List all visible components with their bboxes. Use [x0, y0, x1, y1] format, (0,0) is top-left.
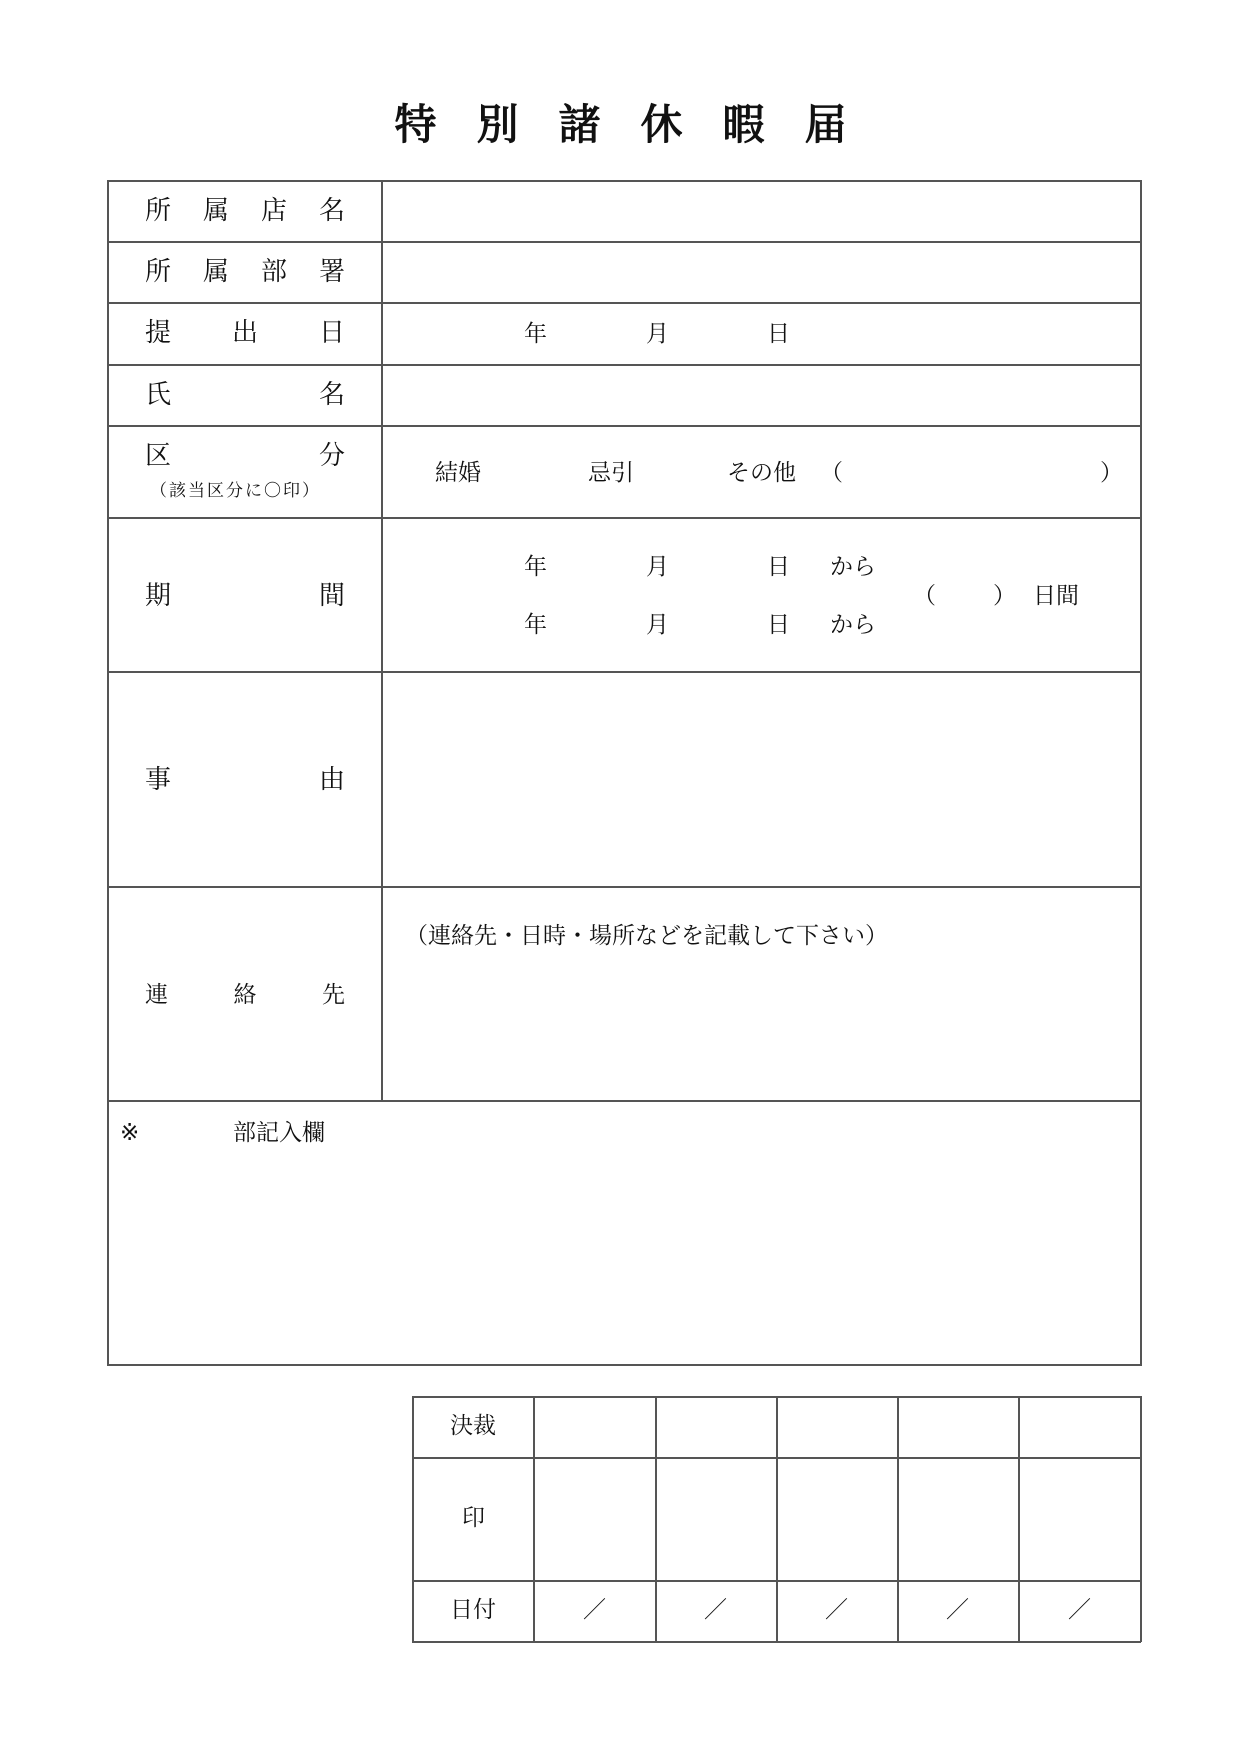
title-char: 暇 [722, 100, 765, 149]
submit-month-label: 月 [646, 321, 669, 347]
days-paren-close: ） [993, 583, 1016, 609]
label-char: 所 [145, 257, 172, 287]
reason-field[interactable] [383, 673, 1139, 885]
label-name [145, 382, 345, 408]
label-char: 署 [318, 257, 345, 287]
label-char: 提 [145, 318, 172, 348]
label-char: 名 [318, 380, 345, 410]
from-suffix: から [830, 554, 876, 580]
to-month-label: 月 [646, 612, 669, 638]
label-char: 店 [260, 196, 287, 226]
label-char: 期 [145, 581, 172, 611]
grid-line [533, 1396, 535, 1642]
approval-decision-label: 決裁 [450, 1413, 496, 1439]
label-char: 由 [318, 765, 345, 795]
grid-line [107, 302, 1142, 304]
days-unit: 日間 [1033, 583, 1079, 609]
to-day-label: 日 [767, 612, 790, 638]
label-char: 属 [202, 257, 229, 287]
grid-line [897, 1396, 899, 1642]
grid-line [1140, 180, 1142, 1365]
from-day-label: 日 [767, 554, 790, 580]
grid-line [776, 1396, 778, 1642]
grid-line [107, 1364, 1142, 1366]
label-char: 区 [145, 441, 172, 471]
grid-line [1018, 1396, 1020, 1642]
grid-line [381, 180, 383, 1101]
submit-day-label: 日 [767, 321, 790, 347]
grid-line [107, 886, 1142, 888]
dept-entry-label: 部記入欄 [233, 1120, 325, 1146]
label-reason [145, 767, 345, 793]
label-department [145, 259, 345, 285]
approval-date-slash[interactable]: ／ [1068, 1597, 1091, 1623]
label-char: 所 [145, 196, 172, 226]
category-bereavement[interactable]: 忌引 [588, 460, 634, 486]
other-paren-close: ） [1100, 460, 1123, 486]
contact-note: （連絡先・日時・場所などを記載して下さい） [405, 923, 888, 949]
label-char: 名 [318, 196, 345, 226]
grid-line [655, 1396, 657, 1642]
category-note: （該当区分に〇印） [150, 481, 321, 501]
category-marriage[interactable]: 結婚 [435, 460, 481, 486]
to-year-label: 年 [524, 612, 547, 638]
approval-seal-label: 印 [462, 1505, 485, 1531]
page-title [0, 92, 1241, 152]
title-char: 特 [394, 100, 437, 149]
contact-field[interactable] [383, 965, 1139, 1099]
approval-date-slash[interactable]: ／ [704, 1597, 727, 1623]
label-char: 氏 [145, 380, 172, 410]
title-char: 別 [476, 100, 519, 149]
label-char: 部 [260, 257, 287, 287]
label-category [145, 443, 345, 469]
approval-date-slash[interactable]: ／ [825, 1597, 848, 1623]
grid-line [107, 425, 1142, 427]
grid-line [107, 517, 1142, 519]
label-char: 出 [231, 318, 258, 348]
grid-line [107, 364, 1142, 366]
dept-entry-field[interactable] [109, 1155, 1139, 1363]
note-mark: ※ [120, 1120, 140, 1146]
label-char: 分 [318, 441, 345, 471]
label-char: 事 [145, 765, 172, 795]
title-char: 休 [640, 100, 683, 149]
label-char: 日 [318, 318, 345, 348]
title-char: 届 [804, 100, 847, 149]
label-period [145, 583, 345, 609]
approval-date-slash[interactable]: ／ [946, 1597, 969, 1623]
label-contact [145, 984, 345, 1007]
branch-field[interactable] [383, 182, 1139, 240]
label-char: 属 [202, 196, 229, 226]
grid-line [412, 1396, 414, 1642]
title-char: 諸 [558, 100, 601, 149]
from-year-label: 年 [524, 554, 547, 580]
to-suffix: から [830, 612, 876, 638]
label-char: 連 [145, 982, 168, 1008]
label-char: 間 [318, 581, 345, 611]
grid-line [1140, 1396, 1142, 1642]
from-month-label: 月 [646, 554, 669, 580]
label-char: 先 [322, 982, 345, 1008]
approval-date-label: 日付 [450, 1597, 496, 1623]
label-submit-date [145, 320, 345, 346]
approval-date-slash[interactable]: ／ [583, 1597, 606, 1623]
days-paren-open: （ [913, 583, 936, 609]
label-branch [145, 198, 345, 224]
department-field[interactable] [383, 243, 1139, 301]
category-other[interactable]: その他 [727, 460, 796, 486]
submit-year-label: 年 [524, 321, 547, 347]
other-paren-open: （ [820, 460, 843, 486]
label-char: 絡 [233, 982, 257, 1008]
name-field[interactable] [383, 384, 1139, 424]
grid-line [107, 1100, 1142, 1102]
